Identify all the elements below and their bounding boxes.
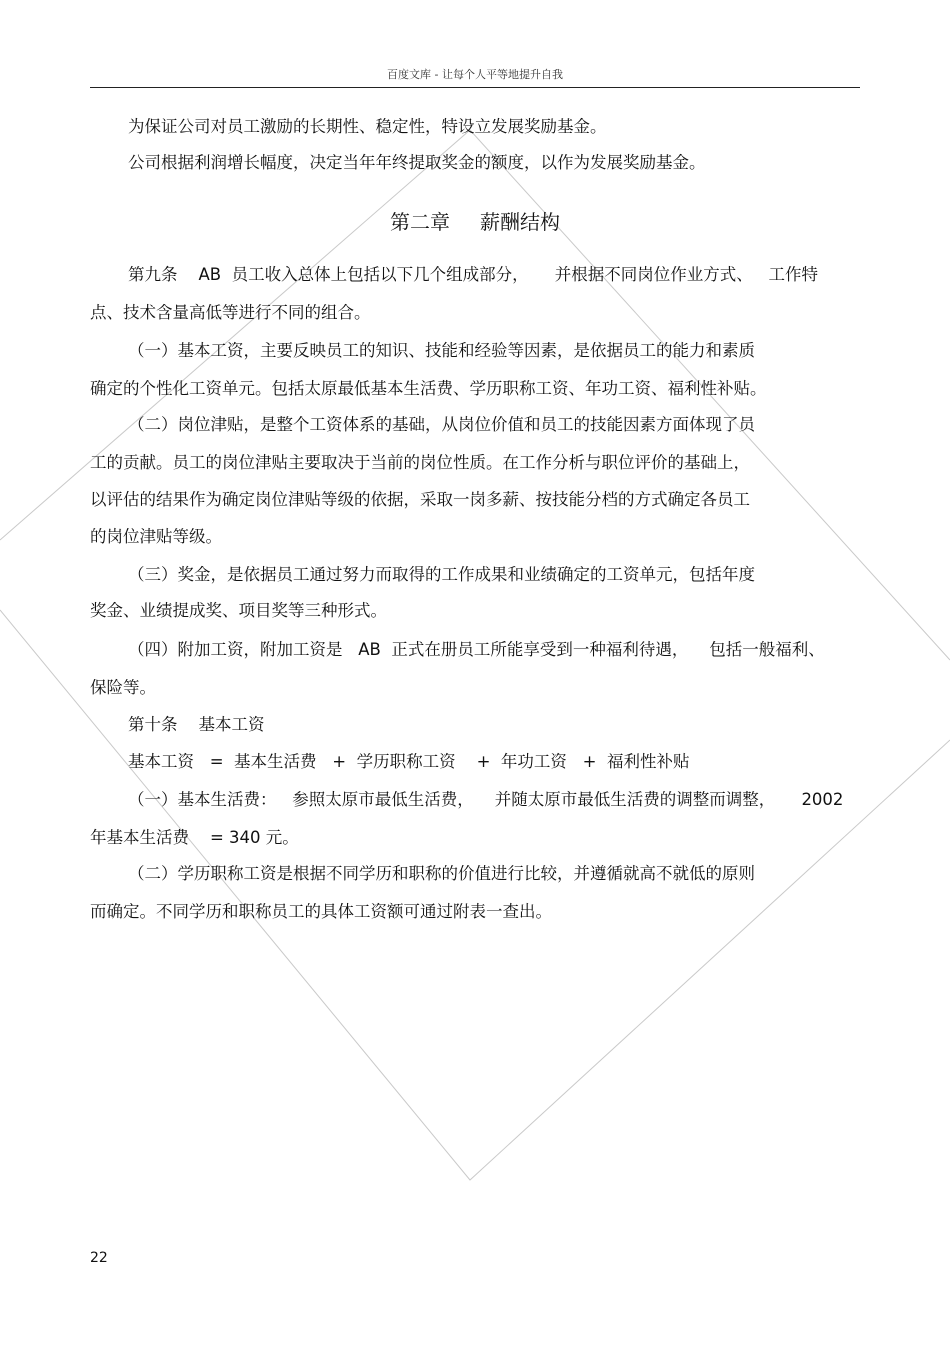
chapter-number: 第二章 [390, 210, 450, 234]
paragraph-line: 确定的个性化工资单元。包括太原最低基本生活费、学历职称工资、年功工资、福利性补贴。 [90, 379, 767, 398]
paragraph-line: 年基本生活费 = 340 元。 [90, 828, 299, 847]
paragraph-line: 第十条 基本工资 [128, 715, 265, 734]
paragraph-line: （一）基本工资，主要反映员工的知识、技能和经验等因素，是依据员工的能力和素质 [128, 341, 755, 360]
paragraph-line: 而确定。不同学历和职称员工的具体工资额可通过附表一查出。 [90, 902, 552, 921]
paragraph-line: （四）附加工资，附加工资是 AB 正式在册员工所能享受到一种福利待遇， 包括一般福利、 [128, 640, 825, 659]
paragraph-line: （一）基本生活费： 参照太原市最低生活费， 并随太原市最低生活费的调整而调整， 2002 [128, 790, 844, 809]
paragraph-line: 工的贡献。员工的岗位津贴主要取决于当前的岗位性质。在工作分析与职位评价的基础上， [90, 453, 750, 472]
paragraph-line: （二）学历职称工资是根据不同学历和职称的价值进行比较，并遵循就高不就低的原则 [128, 864, 755, 883]
formula-line: 基本工资 = 基本生活费 + 学历职称工资 + 年功工资 + 福利性补贴 [128, 752, 690, 771]
page-header: 百度文库 - 让每个人平等地提升自我 [90, 62, 860, 88]
page-number: 22 [90, 1250, 108, 1266]
paragraph-line: 第九条 AB 员工收入总体上包括以下几个组成部分， 并根据不同岗位作业方式、 工作特 [128, 265, 819, 284]
paragraph-line: 以评估的结果作为确定岗位津贴等级的依据，采取一岗多薪、按技能分档的方式确定各员工 [90, 490, 750, 509]
paragraph-line: 奖金、业绩提成奖、项目奖等三种形式。 [90, 601, 387, 620]
paragraph-line: 公司根据利润增长幅度，决定当年年终提取奖金的额度，以作为发展奖励基金。 [128, 153, 706, 172]
chapter-title [0, 206, 950, 235]
paragraph-line: （三）奖金，是依据员工通过努力而取得的工作成果和业绩确定的工资单元，包括年度 [128, 565, 755, 584]
paragraph-line: 保险等。 [90, 678, 156, 697]
paragraph-line: 点、技术含量高低等进行不同的组合。 [90, 303, 371, 322]
chapter-name: 薪酬结构 [480, 210, 560, 234]
paragraph-line: 的岗位津贴等级。 [90, 527, 222, 546]
paragraph-line: （二）岗位津贴，是整个工资体系的基础，从岗位价值和员工的技能因素方面体现了员 [128, 415, 755, 434]
paragraph-line: 为保证公司对员工激励的长期性、稳定性，特设立发展奖励基金。 [128, 117, 607, 136]
